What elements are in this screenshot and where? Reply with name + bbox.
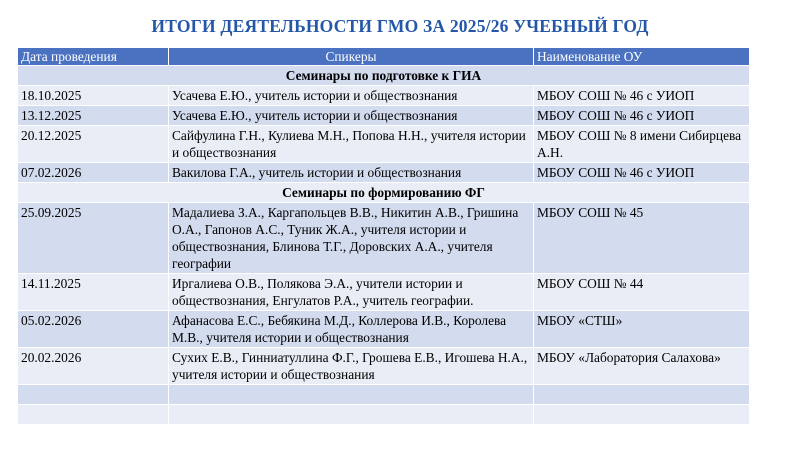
empty-cell bbox=[169, 385, 534, 405]
date-cell: 14.11.2025 bbox=[18, 274, 169, 311]
date-cell: 13.12.2025 bbox=[18, 106, 169, 126]
school-cell: МБОУ «СТШ» bbox=[534, 311, 750, 348]
empty-cell bbox=[18, 405, 169, 425]
section-row bbox=[18, 183, 750, 203]
speakers-cell: Вакилова Г.А., учитель истории и обществознания bbox=[169, 163, 534, 183]
empty-cell bbox=[18, 385, 169, 405]
speakers-cell: Афанасова Е.С., Бебякина М.Д., Коллерова И.В., Королева М.В., учителя истории и обществознания bbox=[169, 311, 534, 348]
speakers-cell: Усачева Е.Ю., учитель истории и обществознания bbox=[169, 106, 534, 126]
table-row bbox=[18, 86, 750, 106]
school-cell: МБОУ СОШ № 45 bbox=[534, 203, 750, 274]
empty-cell bbox=[534, 385, 750, 405]
page-title: ИТОГИ ДЕЯТЕЛЬНОСТИ ГМО ЗА 2025/26 УЧЕБНЫЙ ГОД bbox=[151, 16, 649, 36]
column-header-school: Наименование ОУ bbox=[534, 48, 750, 66]
date-cell: 20.02.2026 bbox=[18, 348, 169, 385]
table-header-row bbox=[18, 48, 750, 66]
school-cell: МБОУ СОШ № 8 имени Сибирцева А.Н. bbox=[534, 126, 750, 163]
speakers-cell: Иргалиева О.В., Полякова Э.А., учители истории и обществознания, Енгулатов Р.А., учитель географии. bbox=[169, 274, 534, 311]
column-header-speakers: Спикеры bbox=[169, 48, 534, 66]
school-cell: МБОУ СОШ № 46 с УИОП bbox=[534, 106, 750, 126]
school-cell: МБОУ СОШ № 46 с УИОП bbox=[534, 163, 750, 183]
empty-row bbox=[18, 405, 750, 425]
section-heading: Семинары по подготовке к ГИА bbox=[18, 66, 750, 86]
speakers-cell: Сайфулина Г.Н., Кулиева М.Н., Попова Н.Н., учителя истории и обществознания bbox=[169, 126, 534, 163]
school-cell: МБОУ СОШ № 44 bbox=[534, 274, 750, 311]
table-row bbox=[18, 126, 750, 163]
empty-cell bbox=[534, 405, 750, 425]
empty-row bbox=[18, 385, 750, 405]
date-cell: 18.10.2025 bbox=[18, 86, 169, 106]
table-row bbox=[18, 274, 750, 311]
column-header-date: Дата проведения bbox=[18, 48, 169, 66]
school-cell: МБОУ «Лаборатория Салахова» bbox=[534, 348, 750, 385]
table-row bbox=[18, 311, 750, 348]
speakers-cell: Мадалиева З.А., Каргапольцев В.В., Никитин А.В., Гришина О.А., Гапонов А.С., Туник Ж.А., учителя истории и обществознания, Блинова Т.Г., Доровских А.А., учителя географии bbox=[169, 203, 534, 274]
date-cell: 07.02.2026 bbox=[18, 163, 169, 183]
section-row bbox=[18, 66, 750, 86]
date-cell: 25.09.2025 bbox=[18, 203, 169, 274]
table-row bbox=[18, 106, 750, 126]
results-table bbox=[17, 47, 750, 425]
table-row bbox=[18, 348, 750, 385]
date-cell: 05.02.2026 bbox=[18, 311, 169, 348]
speakers-cell: Сухих Е.В., Гинниатуллина Ф.Г., Грошева Е.В., Игошева Н.А., учителя истории и обществознания bbox=[169, 348, 534, 385]
table-row bbox=[18, 203, 750, 274]
section-heading: Семинары по формированию ФГ bbox=[18, 183, 750, 203]
date-cell: 20.12.2025 bbox=[18, 126, 169, 163]
empty-cell bbox=[169, 405, 534, 425]
speakers-cell: Усачева Е.Ю., учитель истории и обществознания bbox=[169, 86, 534, 106]
table-row bbox=[18, 163, 750, 183]
school-cell: МБОУ СОШ № 46 с УИОП bbox=[534, 86, 750, 106]
